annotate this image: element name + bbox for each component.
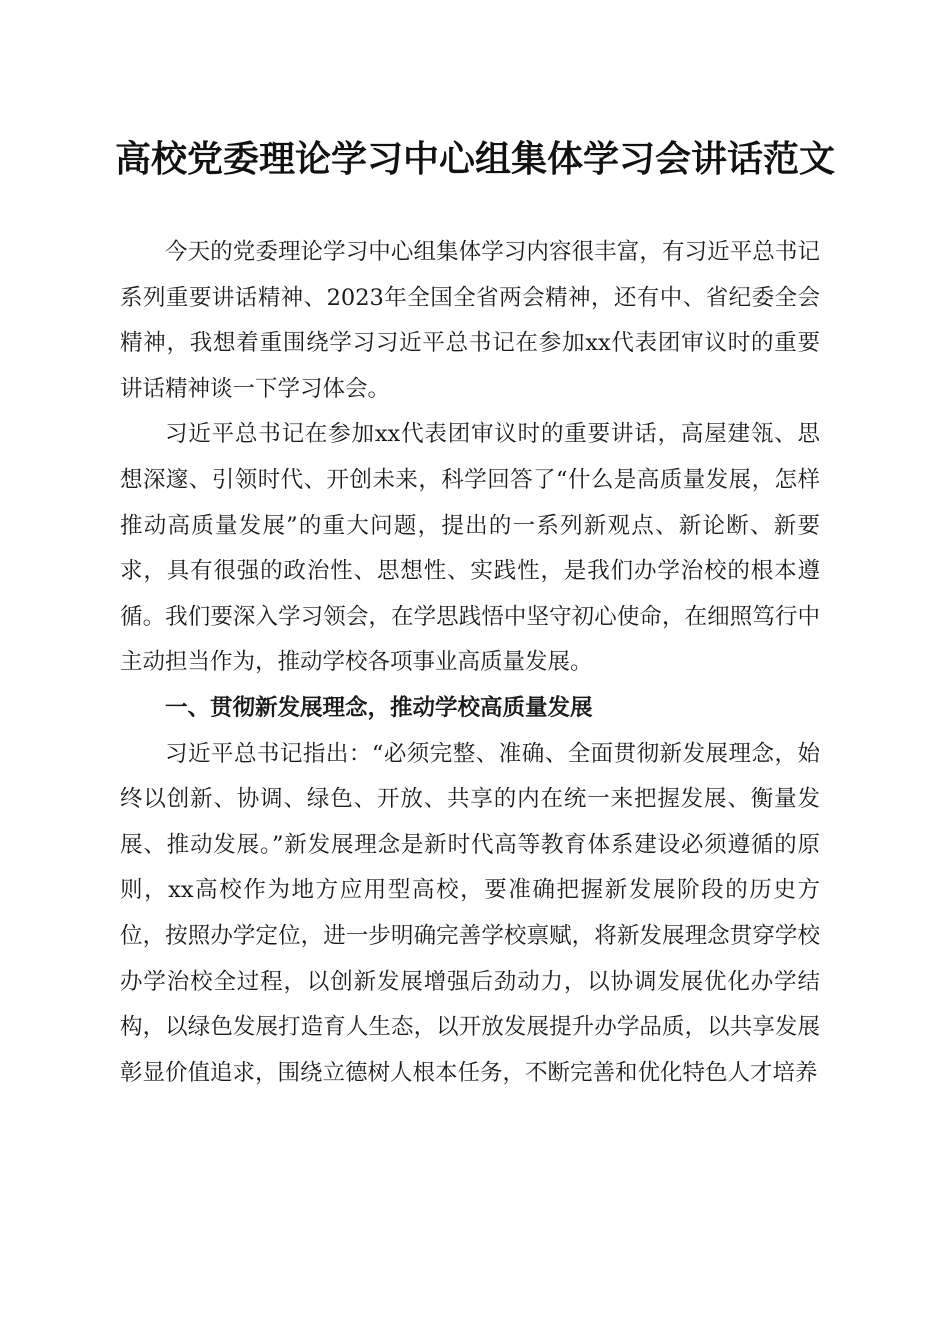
section-heading: 一、贯彻新发展理念，推动学校高质量发展 bbox=[165, 694, 593, 721]
document-title: 高校党委理论学习中心组集体学习会讲话范文 bbox=[114, 138, 835, 180]
paragraph-section-body: 习近平总书记指出：“必须完整、准确、全面贯彻新发展理念，始终以创新、协调、绿色、开放、共享的内在统一来把握发展、衡量发展、推动发展。”新发展理念是新时代高等教育体系建设必须遵循的原则，xx高校作为地方应用型高校，要准确把握新发展阶段的历史方位，按照办学定位，进一步明确完善学校禀赋，将新发展理念贯穿学校办学治校全过程，以创新发展增强后劲动力，以协调发展优化办学结构，以绿色发展打造育人生态，以开放发展提升办学品质，以共享发展彰显价值追求，围绕立德树人根本任务，不断完善和优化特色人才培养 bbox=[120, 740, 820, 1086]
paragraph-speech-summary: 习近平总书记在参加xx代表团审议时的重要讲话，高屋建瓴、思想深邃、引领时代、开创未来，科学回答了“什么是高质量发展，怎样推动高质量发展”的重大问题，提出的一系列新观点、新论断、新要求，具有很强的政治性、思想性、实践性，是我们办学治校的根本遵循。我们要深入学习领会，在学思践悟中坚守初心使命，在细照笃行中主动担当作为，推动学校各项事业高质量发展。 bbox=[120, 421, 820, 676]
paragraph-intro: 今天的党委理论学习中心组集体学习内容很丰富，有习近平总书记系列重要讲话精神、2023年全国全省两会精神，还有中、省纪委全会精神，我想着重围绕学习习近平总书记在参加xx代表团审议时的重要讲话精神谈一下学习体会。 bbox=[120, 239, 820, 402]
document-body bbox=[120, 230, 820, 1096]
